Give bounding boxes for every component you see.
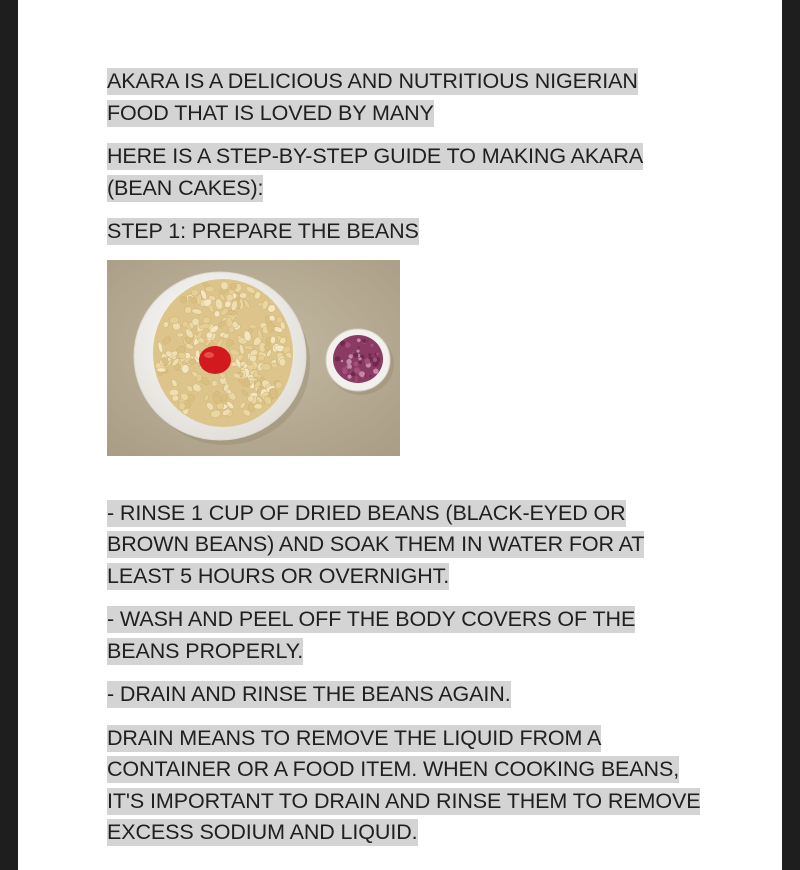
onion-piece — [376, 352, 379, 355]
drain-note — [107, 723, 707, 849]
article-body — [107, 66, 707, 861]
onion-piece — [354, 367, 360, 373]
onion-piece — [366, 358, 370, 362]
bullet-drain — [107, 679, 707, 711]
onion-piece — [355, 376, 357, 378]
onion-piece — [342, 368, 347, 373]
beans-photo — [107, 260, 400, 456]
pepper-highlight — [204, 352, 214, 358]
onion-piece — [358, 360, 362, 364]
onion-piece — [362, 344, 366, 348]
onion-piece — [354, 361, 359, 366]
drain-note-text: DRAIN MEANS TO REMOVE THE LIQUID FROM A CONTAINER OR A FOOD ITEM. WHEN COOKING BEANS, IT'S IMPORTANT TO DRAIN AND RINSE THEM TO REMOVE EXCESS SODIUM AND LIQUID. — [107, 725, 701, 844]
onion-piece — [345, 342, 350, 347]
intro-text: AKARA IS A DELICIOUS AND NUTRITIOUS NIGERIAN FOOD THAT IS LOVED BY MANY — [107, 69, 638, 125]
step1-title-text: STEP 1: PREPARE THE BEANS — [107, 219, 419, 243]
onion-piece — [358, 346, 360, 348]
onion-piece — [368, 353, 371, 356]
onion-piece — [345, 365, 348, 368]
onion-piece — [370, 374, 372, 376]
onion-piece — [371, 343, 374, 346]
onion-piece — [346, 359, 351, 364]
onion-piece — [348, 368, 350, 370]
onion-piece — [359, 371, 365, 377]
bean — [240, 292, 247, 298]
onion-piece — [348, 374, 352, 378]
pepper — [199, 346, 231, 374]
onion-piece — [362, 339, 366, 343]
document-page — [18, 0, 782, 870]
bean — [205, 285, 214, 292]
onion-piece — [373, 357, 377, 361]
onion-piece — [359, 357, 362, 360]
onion-piece — [357, 349, 360, 352]
bean — [254, 403, 262, 409]
onion-piece — [354, 352, 359, 357]
guide-heading — [107, 141, 667, 204]
onion-piece — [340, 340, 345, 345]
onion-piece — [355, 379, 358, 382]
bullet-wash-text: - WASH AND PEEL OFF THE BODY COVERS OF THE BEANS PROPERLY. — [107, 607, 636, 663]
bean — [258, 354, 265, 360]
onion-piece — [335, 357, 338, 360]
step1-title — [107, 216, 707, 248]
onion-piece — [357, 338, 361, 342]
bullet-wash — [107, 604, 647, 667]
onion-piece — [349, 354, 353, 358]
bullet-drain-text: - DRAIN AND RINSE THE BEANS AGAIN. — [107, 682, 511, 706]
onion-piece — [341, 359, 343, 361]
onion-piece — [373, 368, 378, 373]
bullet-rinse-text: - RINSE 1 CUP OF DRIED BEANS (BLACK-EYED OR BROWN BEANS) AND SOAK THEM IN WATER FOR AT LEAST 5 HOURS OR OVERNIGHT. — [107, 500, 645, 588]
guide-heading-text: HERE IS A STEP-BY-STEP GUIDE TO MAKING AKARA (BEAN CAKES): — [107, 144, 644, 200]
bean — [182, 320, 188, 327]
intro-paragraph — [107, 66, 647, 129]
bullet-rinse — [107, 498, 667, 593]
onion-piece — [366, 374, 368, 376]
bean — [157, 367, 166, 371]
